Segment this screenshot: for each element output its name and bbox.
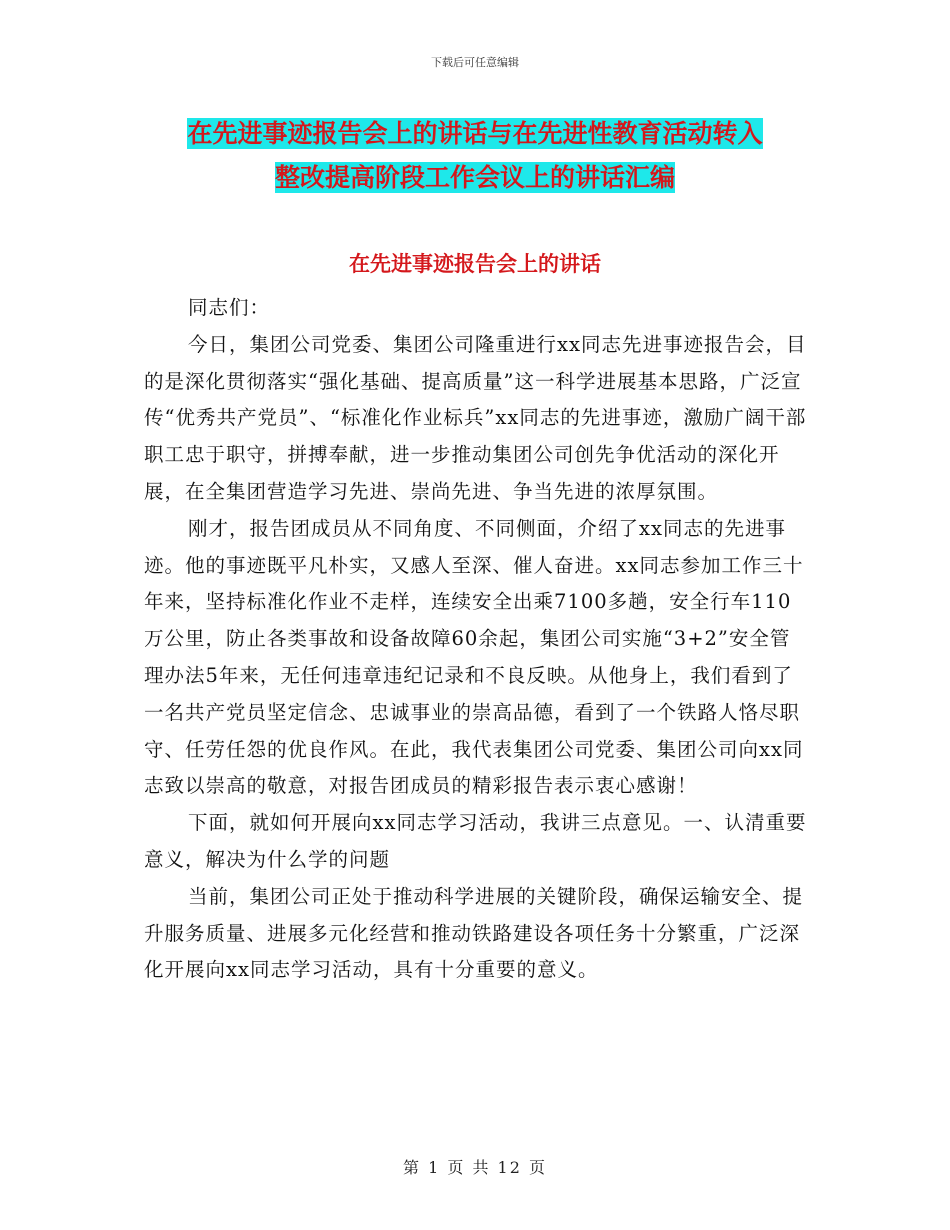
document-title-line-1: 在先进事迹报告会上的讲话与在先进性教育活动转入 <box>187 119 763 148</box>
page-footer: 第 1 页 共 12 页 <box>403 1158 547 1177</box>
paragraph: 下面，就如何开展向xx同志学习活动，我讲三点意见。一、认清重要意义，解决为什么学的问题 <box>144 811 807 871</box>
page-header-note: 下载后可任意编辑 <box>431 56 519 69</box>
document-title-line-2: 整改提高阶段工作会议上的讲话汇编 <box>274 163 675 192</box>
body-text <box>144 290 808 989</box>
paragraph: 刚才，报告团成员从不同角度、不同侧面，介绍了xx同志的先进事迹。他的事迹既平凡朴实，又感人至深、催人奋进。xx同志参加工作三十年来，坚持标准化作业不走样，连续安全出乘7100多趟，安全行车110万公里，防止各类事故和设备故障60余起，集团公司实施“3+2”安全管理办法5年来，无任何违章违纪记录和不良反映。从他身上，我们看到了一名共产党员坚定信念、忠诚事业的崇高品德，看到了一个铁路人恪尽职守、任劳任怨的优良作风。在此，我代表集团公司党委、集团公司向xx同志致以崇高的敬意，对报告团成员的精彩报告表示衷心感谢！ <box>144 516 804 798</box>
section-title: 在先进事迹报告会上的讲话 <box>349 251 601 276</box>
paragraph: 当前，集团公司正处于推动科学进展的关键阶段，确保运输安全、提升服务质量、进展多元化经营和推动铁路建设各项任务十分繁重，广泛深化开展向xx同志学习活动，具有十分重要的意义。 <box>144 884 804 982</box>
paragraph: 今日，集团公司党委、集团公司隆重进行xx同志先进事迹报告会，目的是深化贯彻落实“强化基础、提高质量”这一科学进展基本思路，广泛宣传“优秀共产党员”、“标准化作业标兵”xx同志的先进事迹，激励广阔干部职工忠于职守，拼搏奉献，进一步推动集团公司创先争优活动的深化开展，在全集团营造学习先进、崇尚先进、争当先进的浓厚氛围。 <box>144 332 807 503</box>
document-title <box>0 112 950 200</box>
salutation: 同志们： <box>188 296 271 319</box>
